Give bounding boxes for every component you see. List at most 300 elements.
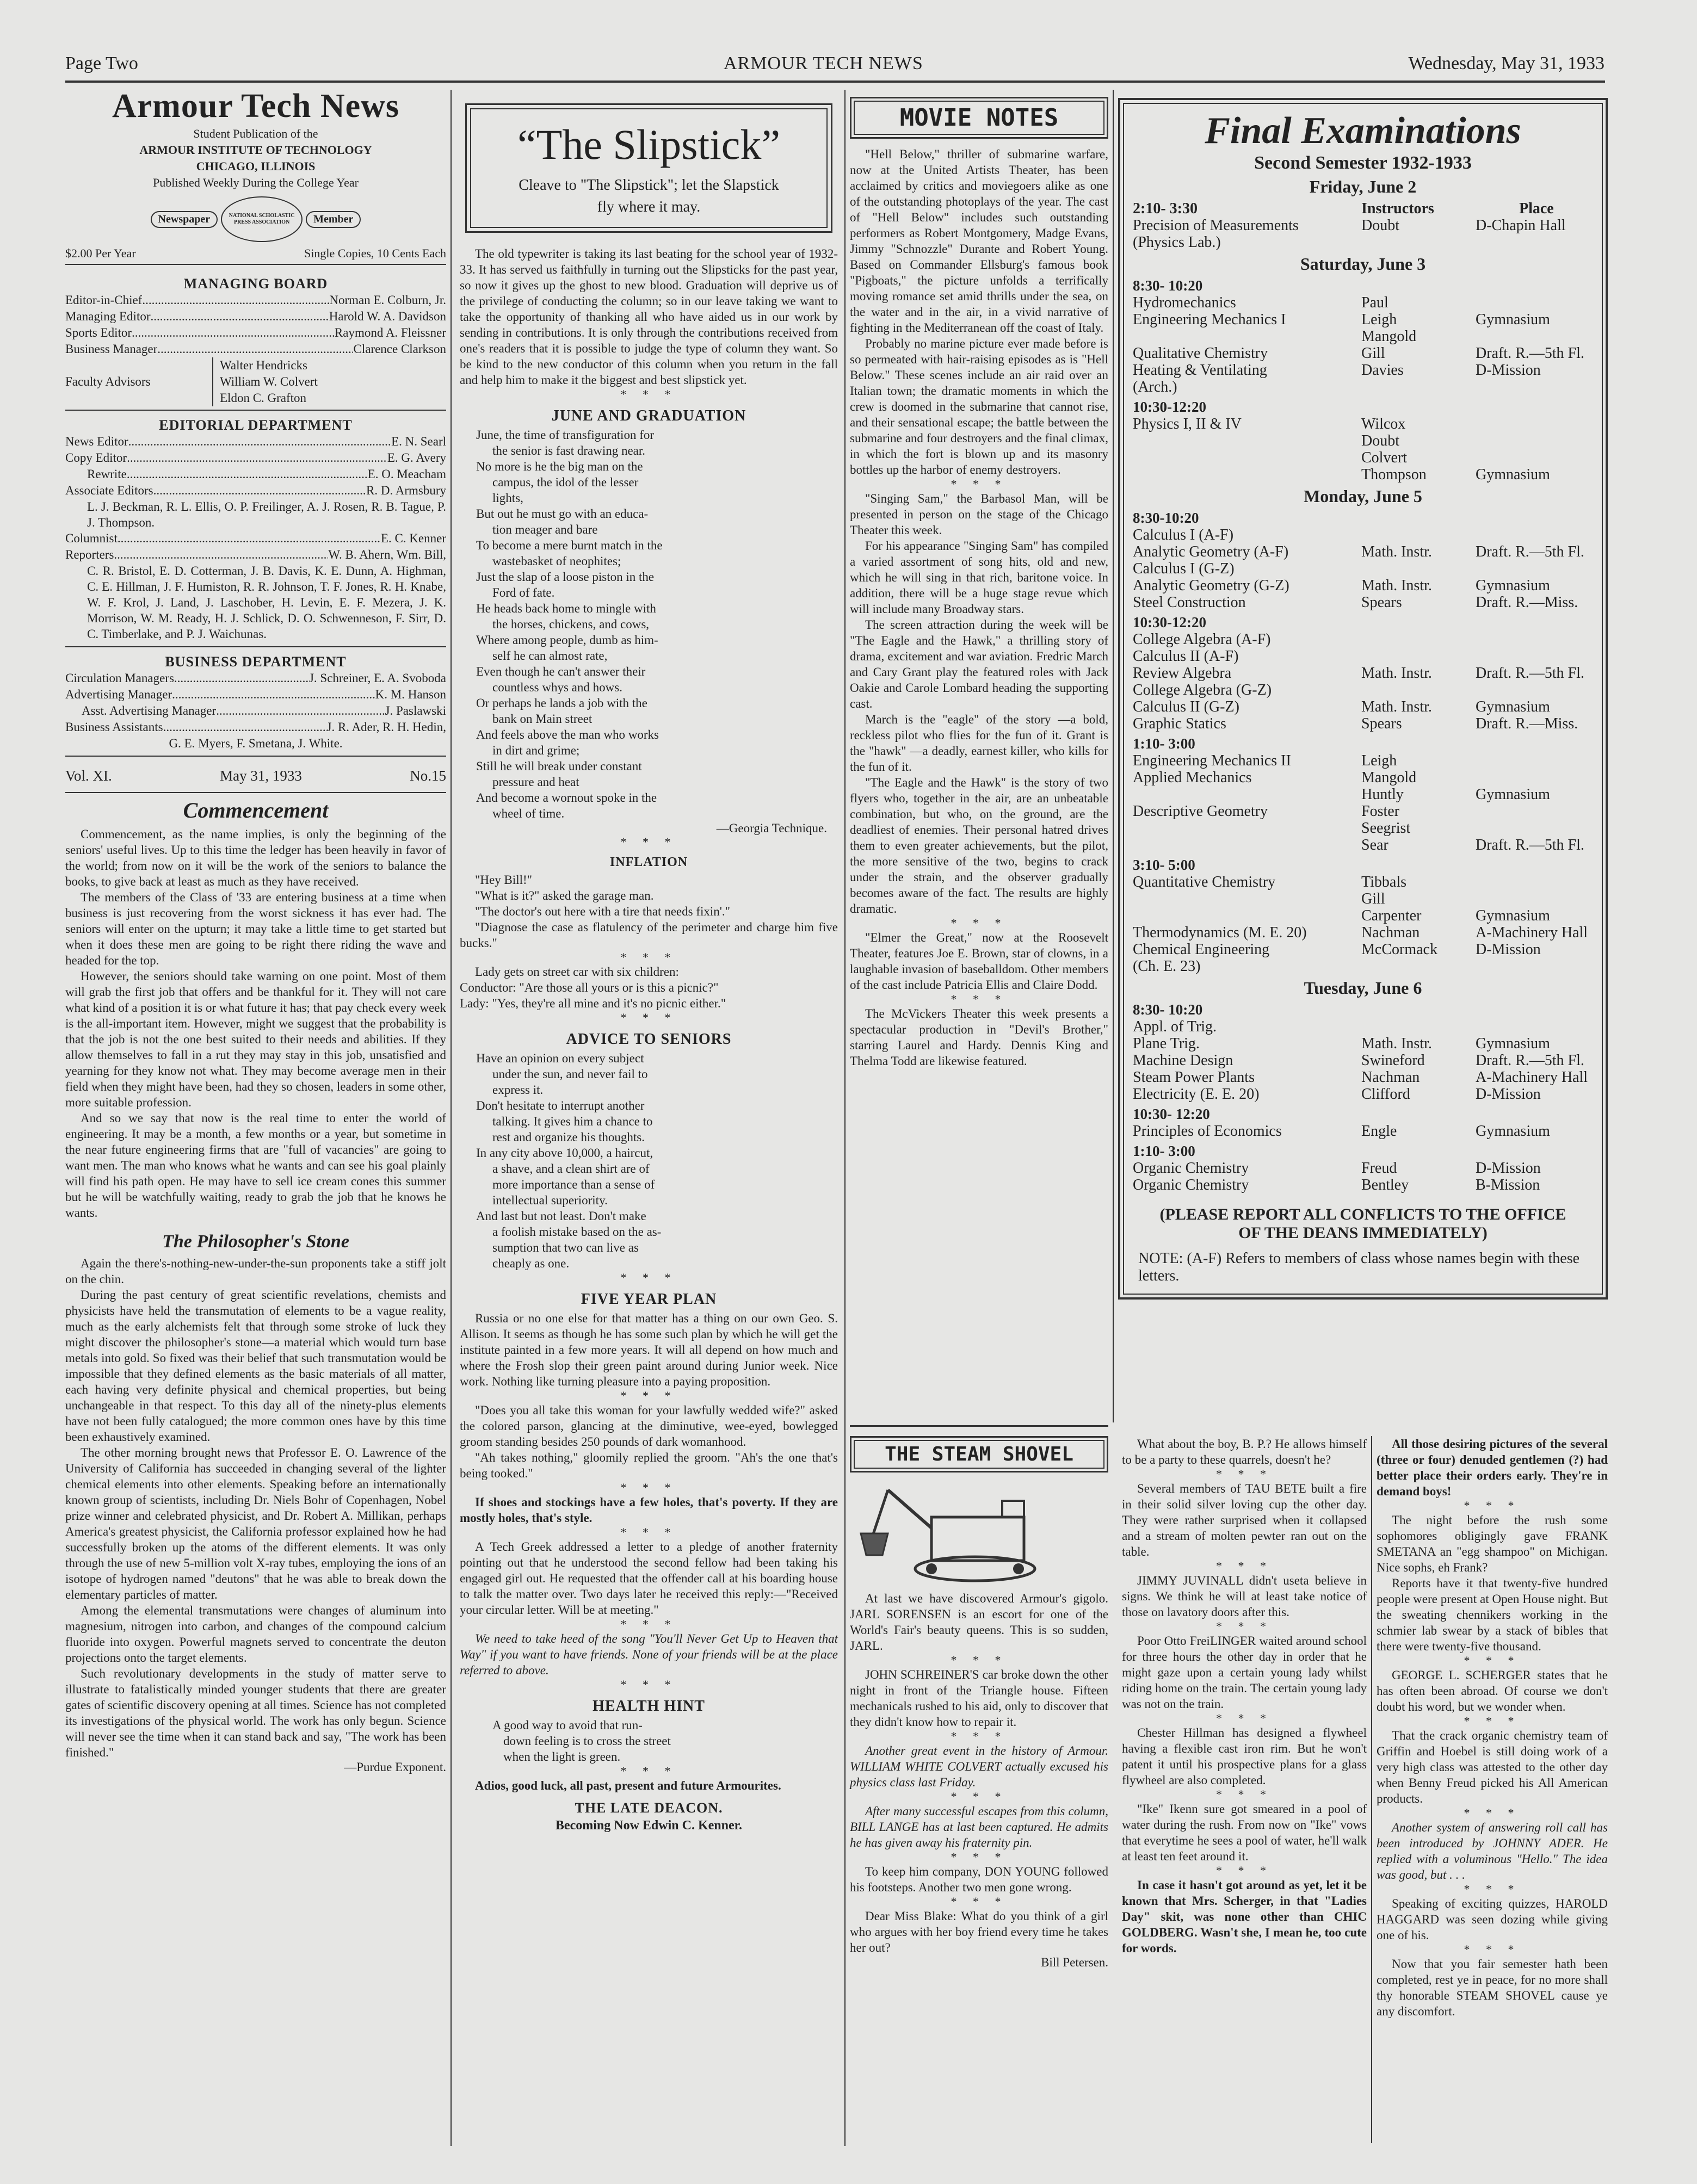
exam-row xyxy=(1133,294,1593,311)
movie-paragraph: For his appearance "Singing Sam" has compiled a varied assortment of song hits, old and new, which he will sing in that rich, baritone voice. In addition, there will be a huge stage revue which will include many Broadway stars. xyxy=(850,539,1108,616)
exam-row xyxy=(1133,958,1593,975)
shovel-item: Speaking of exciting quizzes, HAROLD HAGGARD was seen dozing while giving one of his. xyxy=(1377,1897,1608,1942)
philosopher-title: The Philosopher's Stone xyxy=(162,1232,349,1252)
staff-row: Copy Editor ..... E. G. Avery xyxy=(65,450,446,466)
reporters-list: C. R. Bristol, E. D. Cotterman, J. B. Davis, K. E. Dunn, A. Highman, C. E. Hillman, J. F. Humiston, R. R. Johnson, T. F. Jones, R. H. Knabe, W. F. Krol, J. Land, J. Laschober, H. Levin, E. F. Mezera, J. K. Morrison, W. M. Ready, H. J. Schlick, D. O. Schwenneson, F. Sirr, D. C. Timberlake, and P. J. Waichunas. xyxy=(65,563,446,647)
exam-row xyxy=(1133,1177,1593,1193)
exam-instructor xyxy=(1361,527,1476,543)
exam-row xyxy=(1133,594,1593,611)
joke-paragraph: If shoes and stockings have a few holes, that's poverty. If they are mostly holes, that's style. xyxy=(460,1495,838,1525)
section-separator: * * * xyxy=(951,477,1008,491)
price-yearly: $2.00 Per Year xyxy=(65,246,136,260)
exam-course xyxy=(1133,432,1361,449)
exam-row xyxy=(1133,1018,1593,1035)
exam-course: Calculus II (G-Z) xyxy=(1133,698,1239,715)
exam-course: Plane Trig. xyxy=(1133,1035,1200,1052)
volume-line xyxy=(65,757,446,793)
exam-instructor xyxy=(1361,682,1476,698)
price-single: Single Copies, 10 Cents Each xyxy=(304,246,446,260)
exam-instructor: Math. Instr. xyxy=(1361,665,1432,682)
exam-day: Saturday, June 3 xyxy=(1300,254,1426,274)
shovel-signature: Bill Petersen. xyxy=(1041,1956,1108,1969)
exam-instructor xyxy=(1361,648,1476,665)
section-separator: * * * xyxy=(620,1389,677,1402)
movie-paragraph: "The Eagle and the Hawk" is the story of two flyers who, together in the air, are an unbeatable combination, but who, on the ground, are the deadliest of enemies. Their personal hatred drives them to even greater achievements, but the pilot, the more sensitive of the two, begins to crack under the strain, and the observer gradually becomes aware of the fact. The results are highly dramatic. xyxy=(850,776,1108,915)
exam-instructor: Leigh xyxy=(1361,311,1397,328)
exam-course: Descriptive Geometry xyxy=(1133,803,1268,820)
inflation-title: INFLATION xyxy=(609,855,688,869)
poem-signature: —Georgia Technique. xyxy=(716,821,827,835)
exam-instructor: McCormack xyxy=(1361,941,1437,958)
philosopher-paragraph: Such revolutionary developments in the study of matter serve to illustrate to fatalistically minded younger students that there are greater gates of scientific discovery opening at all times. Science has not completed its investigations of the physical world. The work has only begun. Science will never see the time when it can stand back and say, "The work has been finished." xyxy=(65,1667,447,1759)
volume-number: Vol. XI. xyxy=(65,768,112,784)
staff-row: Columnist ..... E. C. Kenner xyxy=(65,530,446,547)
exam-instructor: Bentley xyxy=(1361,1177,1409,1193)
exam-row xyxy=(1133,217,1593,234)
section-separator: * * * xyxy=(1464,1882,1521,1896)
exam-day: Friday, June 2 xyxy=(1309,177,1417,196)
exam-place: Gymnasium xyxy=(1476,577,1550,594)
column-divider xyxy=(1113,90,1114,1422)
joke-paragraph: "Does you all take this woman for your lawfully wedded wife?" asked the colored parson, glancing at the diminutive, wee-eyed, bowlegged groom standing besides 250 pounds of dark womanhood. xyxy=(460,1403,838,1449)
exam-course: Engineering Mechanics I xyxy=(1133,311,1286,328)
exam-course: Machine Design xyxy=(1133,1052,1233,1069)
exam-course xyxy=(1133,907,1361,924)
shovel-item: After many successful escapes from this column, BILL LANGE has at last been captured. He admits he has given away his fraternity pin. xyxy=(850,1804,1108,1849)
movie-paragraph: Probably no marine picture ever made before is so permeated with hair-raising episodes as is "Hell Below." These scenes include an air raid over an Italian town; the dramatic moments in which the crew is doomed in the submarine that cannot rise, and their sensational escape; the battle between the submarine and four destroyers and the final climax, in which the fort is blown up and its masonry bottles up the harbor of enemy destroyers. xyxy=(850,337,1108,477)
joke-paragraph: "Ah takes nothing," gloomily replied the groom. "Ah's the one that's being tooked." xyxy=(460,1451,838,1480)
exam-time: 10:30-12:20 xyxy=(1133,399,1206,415)
section-separator: * * * xyxy=(951,1729,1008,1743)
exam-course: Physics I, II & IV xyxy=(1133,416,1242,432)
exam-course: Principles of Economics xyxy=(1133,1123,1282,1140)
exam-instructor: Nachman xyxy=(1361,924,1420,941)
slipstick-column xyxy=(460,87,838,1833)
exam-instructor: Math. Instr. xyxy=(1361,543,1432,560)
exam-time: 1:10- 3:00 xyxy=(1133,735,1195,752)
inflation-line: "The doctor's out here with a tire that needs fixin'." xyxy=(475,905,731,918)
exam-place: Gymnasium xyxy=(1476,1123,1550,1140)
exam-course: (Ch. E. 23) xyxy=(1133,958,1201,975)
exam-row xyxy=(1133,466,1593,483)
exam-row xyxy=(1133,311,1593,328)
exam-instructor: Foster xyxy=(1361,803,1399,820)
exam-row xyxy=(1133,449,1593,466)
exam-place xyxy=(1476,648,1593,665)
nspa-badge xyxy=(65,196,446,242)
exam-row xyxy=(1133,752,1593,769)
joke-paragraph: We need to take heed of the song "You'll Never Get Up to Heaven that Way" if you want to have friends. None of your friends will be at the place referred to above. xyxy=(460,1632,838,1677)
exam-course xyxy=(1133,466,1361,483)
exam-row xyxy=(1133,631,1593,648)
masthead-column xyxy=(65,87,446,1774)
exam-course: Engineering Mechanics II xyxy=(1133,752,1291,769)
press-seal-icon: NATIONAL SCHOLASTIC PRESS ASSOCIATION xyxy=(221,196,303,242)
masthead-line: ARMOUR INSTITUTE OF TECHNOLOGY xyxy=(139,143,372,157)
exam-place: Draft. R.—5th Fl. xyxy=(1476,345,1584,362)
exam-row xyxy=(1133,820,1593,837)
exam-place xyxy=(1476,432,1593,449)
exam-instructor: Mangold xyxy=(1361,769,1417,786)
shovel-item: Dear Miss Blake: What do you think of a girl who argues with her boy friend every time he takes her out? xyxy=(850,1909,1108,1954)
exam-place: Gymnasium xyxy=(1476,1035,1550,1052)
exam-course: Calculus II (A-F) xyxy=(1133,648,1239,665)
exam-instructor: Huntly xyxy=(1361,786,1404,803)
staff-row: News Editor ..... E. N. Searl xyxy=(65,434,446,450)
exam-course: Calculus I (G-Z) xyxy=(1133,560,1235,577)
faculty-advisors: Faculty Advisors Walter Hendricks William W. Colvert Eldon C. Grafton xyxy=(65,357,446,411)
philosopher-paragraph: Again the there's-nothing-new-under-the-sun proponents take a stiff jolt on the chin. xyxy=(65,1257,446,1286)
shovel-item: Reports have it that twenty-five hundred people were present at Open House night. But the sweating chennikers working in the schmier lab swear by a stack of bibles that there were twenty-five thousand. xyxy=(1377,1576,1608,1653)
steam-shovel-heading: THE STEAM SHOVEL xyxy=(850,1436,1108,1473)
slipstick-title: “The Slipstick” xyxy=(517,121,781,168)
exam-row xyxy=(1133,698,1593,715)
exam-time: 8:30- 10:20 xyxy=(1133,1001,1203,1018)
exam-subtitle: Second Semester 1932-1933 xyxy=(1254,153,1472,173)
exam-row xyxy=(1133,345,1593,362)
exam-instructor: Paul xyxy=(1361,294,1389,311)
exam-instructor xyxy=(1361,1018,1476,1035)
section-separator: * * * xyxy=(1216,1619,1273,1633)
staff-row: Rewrite ..... E. O. Meacham xyxy=(65,466,446,482)
section-separator: * * * xyxy=(1464,1499,1521,1512)
exam-row xyxy=(1133,682,1593,698)
exam-place: Draft. R.—5th Fl. xyxy=(1476,837,1584,853)
exam-instructor: Wilcox xyxy=(1361,416,1406,432)
section-separator: * * * xyxy=(620,1525,677,1539)
staff-row: Business Assistants ..... J. R. Ader, R. H. Hedin, xyxy=(65,719,446,735)
masthead-line: Published Weekly During the College Year xyxy=(153,176,359,189)
exam-instructor: Tibbals xyxy=(1361,874,1407,890)
volume-date: May 31, 1933 xyxy=(220,768,302,784)
exam-instructor: Carpenter xyxy=(1361,907,1422,924)
exam-instructor: Math. Instr. xyxy=(1361,698,1432,715)
five-year-body: Russia or no one else for that matter has a thing on our own Geo. S. Allison. It seems as though he has some such plan by which he will get the institute painted in a few more years. It will all depend on how much and where the Frosh slop their green paint around during Junior week. Nice work. Nothing like turning pleasure into a paying proposition. xyxy=(460,1311,838,1388)
managing-board-heading: MANAGING BOARD xyxy=(183,276,328,292)
exam-row xyxy=(1133,803,1593,820)
column-divider xyxy=(844,90,846,2146)
exam-place xyxy=(1476,890,1593,907)
steam-shovel-icon xyxy=(850,1479,1108,1588)
exam-place: D-Mission xyxy=(1476,941,1541,958)
section-separator: * * * xyxy=(620,1617,677,1631)
exam-course: Organic Chemistry xyxy=(1133,1160,1249,1177)
exam-note: NOTE: (A-F) Refers to members of class whose names begin with these letters. xyxy=(1138,1250,1580,1284)
advice-title: ADVICE TO SENIORS xyxy=(566,1031,732,1048)
exam-instructor: Thompson xyxy=(1361,466,1427,483)
movie-paragraph: March is the "eagle" of the story —a bold, reckless pilot who flies for the fun of it. Grant is the "hawk" —a deadly, earnest killer, who kills for the fun of it. xyxy=(850,713,1108,774)
exam-place xyxy=(1476,416,1593,432)
section-separator: * * * xyxy=(620,1764,677,1778)
exam-course xyxy=(1133,890,1361,907)
exam-place xyxy=(1476,769,1593,786)
exam-row xyxy=(1133,328,1593,345)
exam-row xyxy=(1133,890,1593,907)
staff-row: Reporters ..... W. B. Ahern, Wm. Bill, xyxy=(65,547,446,563)
staff-row: Circulation Managers ..... J. Schreiner, E. A. Svoboda xyxy=(65,670,446,686)
movie-paragraph: "Hell Below," thriller of submarine warfare, now at the United Artists Theater, has been acclaimed by critics and moviegoers alike as one of the outstanding photoplays of the year. The cast of "Hell Below" includes such outstanding performers as Robert Montgomery, Madge Evans, Jimmy "Schnozzle" Durante and Robert Young. Based on Commander Ellsburg's famous book "Pigboats," the picture unfolds a terrifically moving romance set amid thrills under the sea, on the water and in the air, in a vivid narrative of fighting in the Mediterranean off the coast of Italy. xyxy=(850,147,1108,335)
exam-place: Gymnasium xyxy=(1476,311,1550,328)
section-separator: * * * xyxy=(1464,1654,1521,1667)
exam-instructor: Math. Instr. xyxy=(1361,577,1432,594)
exam-course xyxy=(1133,786,1361,803)
exam-place xyxy=(1476,1018,1593,1035)
section-separator: * * * xyxy=(1216,1711,1273,1725)
exam-place xyxy=(1476,803,1593,820)
exam-course: Review Algebra xyxy=(1133,665,1232,682)
shovel-item: JOHN SCHREINER'S car broke down the other night in front of the Triangle house. Fifteen mechanicals rushed to his aid, only to discover that they didn't know how to repair it. xyxy=(850,1668,1108,1729)
movie-paragraph: "Singing Sam," the Barbasol Man, will be presented in person on the stage of the Chicago Theater this week. xyxy=(850,492,1108,537)
exam-instructor: Sear xyxy=(1361,837,1389,853)
shovel-item: "Ike" Ikenn sure got smeared in a pool of water during the rush. From now on "Ike" vows that everytime he sees a pool of water, he'll walk at least ten feet around it. xyxy=(1122,1802,1367,1863)
exam-place: A-Machinery Hall xyxy=(1476,924,1588,941)
exam-place: D-Mission xyxy=(1476,362,1541,379)
exam-place xyxy=(1476,328,1593,345)
masthead-title: Armour Tech News xyxy=(112,88,400,125)
instructors-header: Instructors xyxy=(1361,200,1434,217)
exam-course: Heating & Ventilating xyxy=(1133,362,1267,379)
badge-left: Newspaper xyxy=(151,211,218,228)
section-separator: * * * xyxy=(951,1790,1008,1803)
exam-instructor: Doubt xyxy=(1361,432,1399,449)
exam-place: A-Machinery Hall xyxy=(1476,1069,1588,1086)
exam-place: Draft. R.—5th Fl. xyxy=(1476,1052,1584,1069)
issue-number: No.15 xyxy=(410,768,446,784)
exam-place xyxy=(1476,560,1593,577)
exam-course: Analytic Geometry (G-Z) xyxy=(1133,577,1289,594)
exam-place xyxy=(1476,527,1593,543)
exam-row xyxy=(1133,648,1593,665)
exam-row xyxy=(1133,1123,1593,1140)
section-separator: * * * xyxy=(620,1011,677,1024)
joke-line: Lady: "Yes, they're all mine and it's no picnic either." xyxy=(460,997,726,1010)
exam-time: 1:10- 3:00 xyxy=(1133,1143,1195,1159)
exam-place: Gymnasium xyxy=(1476,786,1550,803)
exam-course: Qualitative Chemistry xyxy=(1133,345,1268,362)
exam-notice: (PLEASE REPORT ALL CONFLICTS TO THE OFFICE OF THE DEANS IMMEDIATELY) xyxy=(1159,1205,1566,1242)
exam-time: 10:30-12:20 xyxy=(1133,614,1206,630)
health-body: A good way to avoid that run- down feeling is to cross the street when the light is green. xyxy=(492,1718,671,1764)
masthead-line: Student Publication of the xyxy=(193,127,318,140)
exam-row xyxy=(1133,577,1593,594)
exam-row xyxy=(1133,1160,1593,1177)
exam-instructor xyxy=(1361,379,1476,395)
shovel-item: JIMMY JUVINALL didn't useta believe in signs. We think he will at least take notice of those on lavatory doors after this. xyxy=(1122,1574,1367,1619)
joke-paragraph: A Tech Greek addressed a letter to a pledge of another fraternity pointing out that he understood the second fellow had been taking his engaged girl out. He requested that the offender call at his boarding house to talk the matter over. Two days later he received this reply:—"Received your circular letter. Will be at meeting." xyxy=(460,1540,838,1617)
commencement-paragraph: However, the seniors should take warning on one point. Most of them will grab the first job that offers and be thankful for it. They will not care what kind of a position it is or what future it has; that pay check every week is the all-important item. However, might we suggest that the probability is that the job is not the one best suited to their needs and abilities. If they allow themselves to fall in a rut they may stay in this job, unsatisfied and yearning for they know not what. They may become average men in their field when they might have been, had they so chosen, leaders in some other, more suitable profession. xyxy=(65,969,446,1109)
exam-place xyxy=(1476,958,1593,975)
exam-place: Draft. R.—Miss. xyxy=(1476,594,1578,611)
five-year-title: FIVE YEAR PLAN xyxy=(581,1291,717,1308)
exam-instructor: Leigh xyxy=(1361,752,1397,769)
inflation-line: "Hey Bill!" xyxy=(475,873,533,887)
section-separator: * * * xyxy=(1216,1467,1273,1481)
movie-paragraph: The McVickers Theater this week presents a spectacular production in "Devil's Brother," starring Laurel and Hardy. Dennis King and Thelma Todd are likewise featured. xyxy=(850,1007,1108,1068)
associate-editors: L. J. Beckman, R. L. Ellis, O. P. Freilinger, A. J. Rosen, R. B. Tague, P. J. Thompson. xyxy=(87,500,446,529)
shovel-item: That the crack organic chemistry team of Griffin and Hoebel is still doing work of a very high class was attested to the other day when Benny Freud picked his All American products. xyxy=(1377,1729,1608,1805)
staff-row: Advertising Manager ..... K. M. Hanson xyxy=(65,686,446,703)
shovel-item: Another great event in the history of Armour. WILLIAM WHITE COLVERT actually excused his physics class last Friday. xyxy=(850,1744,1108,1789)
exam-place xyxy=(1476,682,1593,698)
exam-place: B-Mission xyxy=(1476,1177,1540,1193)
exam-instructor: Math. Instr. xyxy=(1361,1035,1432,1052)
exam-instructor xyxy=(1361,234,1476,251)
badge-right: Member xyxy=(306,211,361,228)
section-separator: * * * xyxy=(1216,1787,1273,1801)
exam-course: College Algebra (G-Z) xyxy=(1133,682,1272,698)
exam-time: 3:10- 5:00 xyxy=(1133,857,1195,873)
section-separator: * * * xyxy=(620,835,677,849)
section-separator: * * * xyxy=(951,992,1008,1006)
exam-row xyxy=(1133,416,1593,432)
exam-place xyxy=(1476,379,1593,395)
shovel-item: At last we have discovered Armour's gigolo. JARL SORENSEN is an escort for one of the World's Fair's beauty queens. This is so sudden, JARL. xyxy=(850,1592,1108,1653)
exam-row xyxy=(1133,1086,1593,1103)
exam-time: 2:10- 3:30 xyxy=(1133,200,1198,217)
exam-course: Precision of Measurements xyxy=(1133,217,1299,234)
late-deacon-sub: Becoming Now Edwin C. Kenner. xyxy=(555,1818,743,1833)
exam-row xyxy=(1133,941,1593,958)
exam-course: Analytic Geometry (A-F) xyxy=(1133,543,1289,560)
exam-instructor xyxy=(1361,958,1476,975)
exam-row xyxy=(1133,379,1593,395)
exam-course xyxy=(1133,328,1361,345)
exam-row xyxy=(1133,907,1593,924)
exam-place xyxy=(1476,294,1593,311)
exam-row xyxy=(1133,1069,1593,1086)
section-separator: * * * xyxy=(1464,1806,1521,1820)
health-title: HEALTH HINT xyxy=(593,1698,705,1715)
inflation-line: "What is it?" asked the garage man. xyxy=(475,889,654,902)
exam-place xyxy=(1476,234,1593,251)
business-heading: BUSINESS DEPARTMENT xyxy=(165,654,347,670)
section-separator: * * * xyxy=(951,1895,1008,1908)
exam-course: (Arch.) xyxy=(1133,379,1177,395)
exam-course xyxy=(1133,820,1361,837)
commencement-paragraph: The members of the Class of '33 are entering business at a time when business is just recovering from the worst sickness it has ever had. The seniors will enter on the upturn; it may take a little time to get started but when it does these men are going to be right there riding the wave and headed for the top. xyxy=(65,890,446,967)
exam-instructor: Doubt xyxy=(1361,217,1399,234)
exam-instructor: Nachman xyxy=(1361,1069,1420,1086)
exam-day: Tuesday, June 6 xyxy=(1304,978,1422,998)
steam-shovel-column xyxy=(850,1436,1108,1970)
poem-body: June, the time of transfiguration for the senior is fast drawing near. No more is he the big man on the campus, the idol of the lesser lights, But out he must go with an educa- tion meager and bare To become a mere burnt match in the wastebasket of neophites; Just the slap of a loose piston in the Ford of fate. He heads back home to mingle with the horses, chickens, and cows, Where among people, dumb as him- self he can almost rate, Even though he can't answer their countless whys and hows. Or perhaps he lands a job with the bank on Main street And feels above the man who works in dirt and grime; Still he will break under constant pressure and heat And become a wornout spoke in the wheel of time. xyxy=(476,428,663,820)
steam-shovel-column-3 xyxy=(1377,1436,1608,2019)
staff-row: Sports Editor ..... Raymond A. Fleissner xyxy=(65,325,446,341)
exam-place: Draft. R.—5th Fl. xyxy=(1476,543,1584,560)
exam-instructor: Seegrist xyxy=(1361,820,1411,837)
exam-course: Graphic Statics xyxy=(1133,715,1226,732)
exam-place xyxy=(1476,820,1593,837)
joke-line: Lady gets on street car with six children: xyxy=(475,965,679,979)
exam-place: Draft. R.—5th Fl. xyxy=(1476,665,1584,682)
shovel-item: All those desiring pictures of the several (three or four) denuded gentlemen (?) had better place their orders early. They're in demand boys! xyxy=(1377,1437,1608,1498)
section-separator: * * * xyxy=(620,1271,677,1284)
shovel-item: Several members of TAU BETE built a fire in their solid silver loving cup the other day. They were rather surprised when it collapsed and a stream of molten pewter ran out on the table. xyxy=(1122,1482,1367,1558)
business-assistants: G. E. Myers, F. Smetana, J. White. xyxy=(65,735,446,757)
paper-name: ARMOUR TECH NEWS xyxy=(724,53,923,73)
section-separator: * * * xyxy=(951,916,1008,930)
exam-place xyxy=(1476,874,1593,890)
exam-course: Steam Power Plants xyxy=(1133,1069,1255,1086)
movie-column xyxy=(850,87,1108,1069)
section-separator: * * * xyxy=(620,1678,677,1691)
exam-row xyxy=(1133,786,1593,803)
exam-instructor: Clifford xyxy=(1361,1086,1410,1103)
section-separator: * * * xyxy=(1464,1942,1521,1956)
shovel-item: Chester Hillman has designed a flywheel having a flexible cast iron rim. But he won't patent it until his prospective plans for a glass flywheel are also completed. xyxy=(1122,1726,1367,1787)
staff-row: Business Manager ..... Clarence Clarkson xyxy=(65,341,446,357)
exam-schedule xyxy=(1133,177,1593,1193)
exam-course: Steel Construction xyxy=(1133,594,1246,611)
commencement-paragraph: Commencement, as the name implies, is only the beginning of the seniors' useful lives. Up to this time the ledger has been heavily in favor of the world; from now on it will be the work of the seniors to balance the books, to give back at least as much as they have received. xyxy=(65,827,446,888)
exam-course: Electricity (E. E. 20) xyxy=(1133,1086,1260,1103)
section-separator: * * * xyxy=(951,1850,1008,1864)
exam-course xyxy=(1133,837,1361,853)
exam-schedule-box xyxy=(1118,98,1608,1300)
exam-course: Thermodynamics (M. E. 20) xyxy=(1133,924,1307,941)
exam-course: Organic Chemistry xyxy=(1133,1177,1249,1193)
exam-place xyxy=(1476,449,1593,466)
exam-row xyxy=(1133,924,1593,941)
philosopher-signature: —Purdue Exponent. xyxy=(344,1760,446,1774)
exam-course: Quantitative Chemistry xyxy=(1133,874,1276,890)
movie-notes-heading: MOVIE NOTES xyxy=(850,97,1108,139)
exam-instructor xyxy=(1361,631,1476,648)
section-separator: * * * xyxy=(951,1653,1008,1667)
slipstick-intro: The old typewriter is taking its last beating for the school year of 1932-33. It has served us faithfully in turning out the Slipsticks for the past year, so now it gives up the ghost to new blood. Graduation will deprive us of the privilege of conducting the column; so in our leave taking we want to take the opportunity of thanking all who have aided us in our work by sending in contributions. It is only through the contributions received from one's readers that it is possible to judge the type of column they want. So be kind to the new conductor of this column when you return in the fall and help him to make it the biggest and best slipstick yet. xyxy=(460,247,838,387)
exam-place: D-Mission xyxy=(1476,1160,1541,1177)
slipstick-banner xyxy=(465,103,832,233)
exam-place xyxy=(1476,752,1593,769)
philosopher-paragraph: The other morning brought news that Professor E. O. Lawrence of the University of California has succeeded in changing several of the lighter chemical elements into other elements. Speaking before an internationally known group of scientists, including Dr. Niels Bohr of Copenhagen, Nobel prize winner and celebrated physicist, and Dr. Robert A. Millikan, perhaps America's greatest physicist, the California professor explained how he had successfully broken up the atoms of the different elements. It was only through the use of new 5-million volt X-ray tubes, employing the ions of an isotope of hydrogen named "deutons" that he was able to break down the elementary particles of matter. xyxy=(65,1446,446,1601)
movie-paragraph: The screen attraction during the week will be "The Eagle and the Hawk," a thrilling story of drama, excitement and war aviation. Fredric March and Cary Grant play the featured roles with Jack Oakie and Carole Lombard heading the supporting cast. xyxy=(850,618,1108,710)
exam-place: Gymnasium xyxy=(1476,698,1550,715)
shovel-item: In case it hasn't got around as yet, let it be known that Mrs. Scherger, in that "Ladies Day" skit, was none other than CHIC GOLDBERG. Wasn't she, I mean he, too cute for words. xyxy=(1122,1878,1367,1955)
movie-paragraph: "Elmer the Great," now at the Roosevelt Theater, features Joe E. Brown, star of clowns, in a laughable invasion of baseballdom. Other members of the cast include Patricia Ellis and Claire Dodd. xyxy=(850,931,1108,992)
inflation-line: "Diagnose the case as flatulency of the perimeter and charge him five bucks." xyxy=(460,920,838,950)
joke-line: Conductor: "Are those all yours or is this a picnic?" xyxy=(460,981,719,994)
exam-course: Chemical Engineering xyxy=(1133,941,1270,958)
exam-instructor xyxy=(1361,560,1476,577)
exam-row xyxy=(1133,543,1593,560)
exam-instructor: Colvert xyxy=(1361,449,1407,466)
exam-row xyxy=(1133,837,1593,853)
staff-row: Editor-in-Chief ..... Norman E. Colburn, Jr. xyxy=(65,292,446,308)
exam-place: Gymnasium xyxy=(1476,466,1550,483)
exam-row xyxy=(1133,432,1593,449)
exam-instructor: Spears xyxy=(1361,594,1402,611)
exam-instructor: Freud xyxy=(1361,1160,1397,1177)
philosopher-paragraph: Among the elemental transmutations were changes of aluminum into magnesium, nitrogen into carbon, and changes of the compound calcium fluoride into oxygen. Powerful magnets served to concentrate the deuton projections onto the target elements. xyxy=(65,1604,446,1665)
exam-instructor: Gill xyxy=(1361,890,1385,907)
exam-time: 8:30-10:20 xyxy=(1133,510,1199,526)
staff-row: Asst. Advertising Manager ..... J. Paslawski xyxy=(65,703,446,719)
exam-row xyxy=(1133,1035,1593,1052)
exam-row xyxy=(1133,769,1593,786)
exam-time: 10:30- 12:20 xyxy=(1133,1106,1210,1122)
poem-title: JUNE AND GRADUATION xyxy=(551,407,746,424)
commencement-title: Commencement xyxy=(183,798,329,822)
shovel-item: The night before the rush some sophomores obligingly gave FRANK SMETANA an "egg shampoo" on Michigan. Nice sophs, eh Frank? xyxy=(1377,1513,1608,1574)
section-separator: * * * xyxy=(1216,1559,1273,1573)
exam-instructor: Davies xyxy=(1361,362,1404,379)
late-deacon: THE LATE DEACON. xyxy=(575,1800,723,1816)
exam-place: D-Chapin Hall xyxy=(1476,217,1566,234)
exam-row xyxy=(1133,362,1593,379)
column-divider xyxy=(451,90,452,2146)
section-separator: * * * xyxy=(620,387,677,401)
exam-instructor: Gill xyxy=(1361,345,1385,362)
